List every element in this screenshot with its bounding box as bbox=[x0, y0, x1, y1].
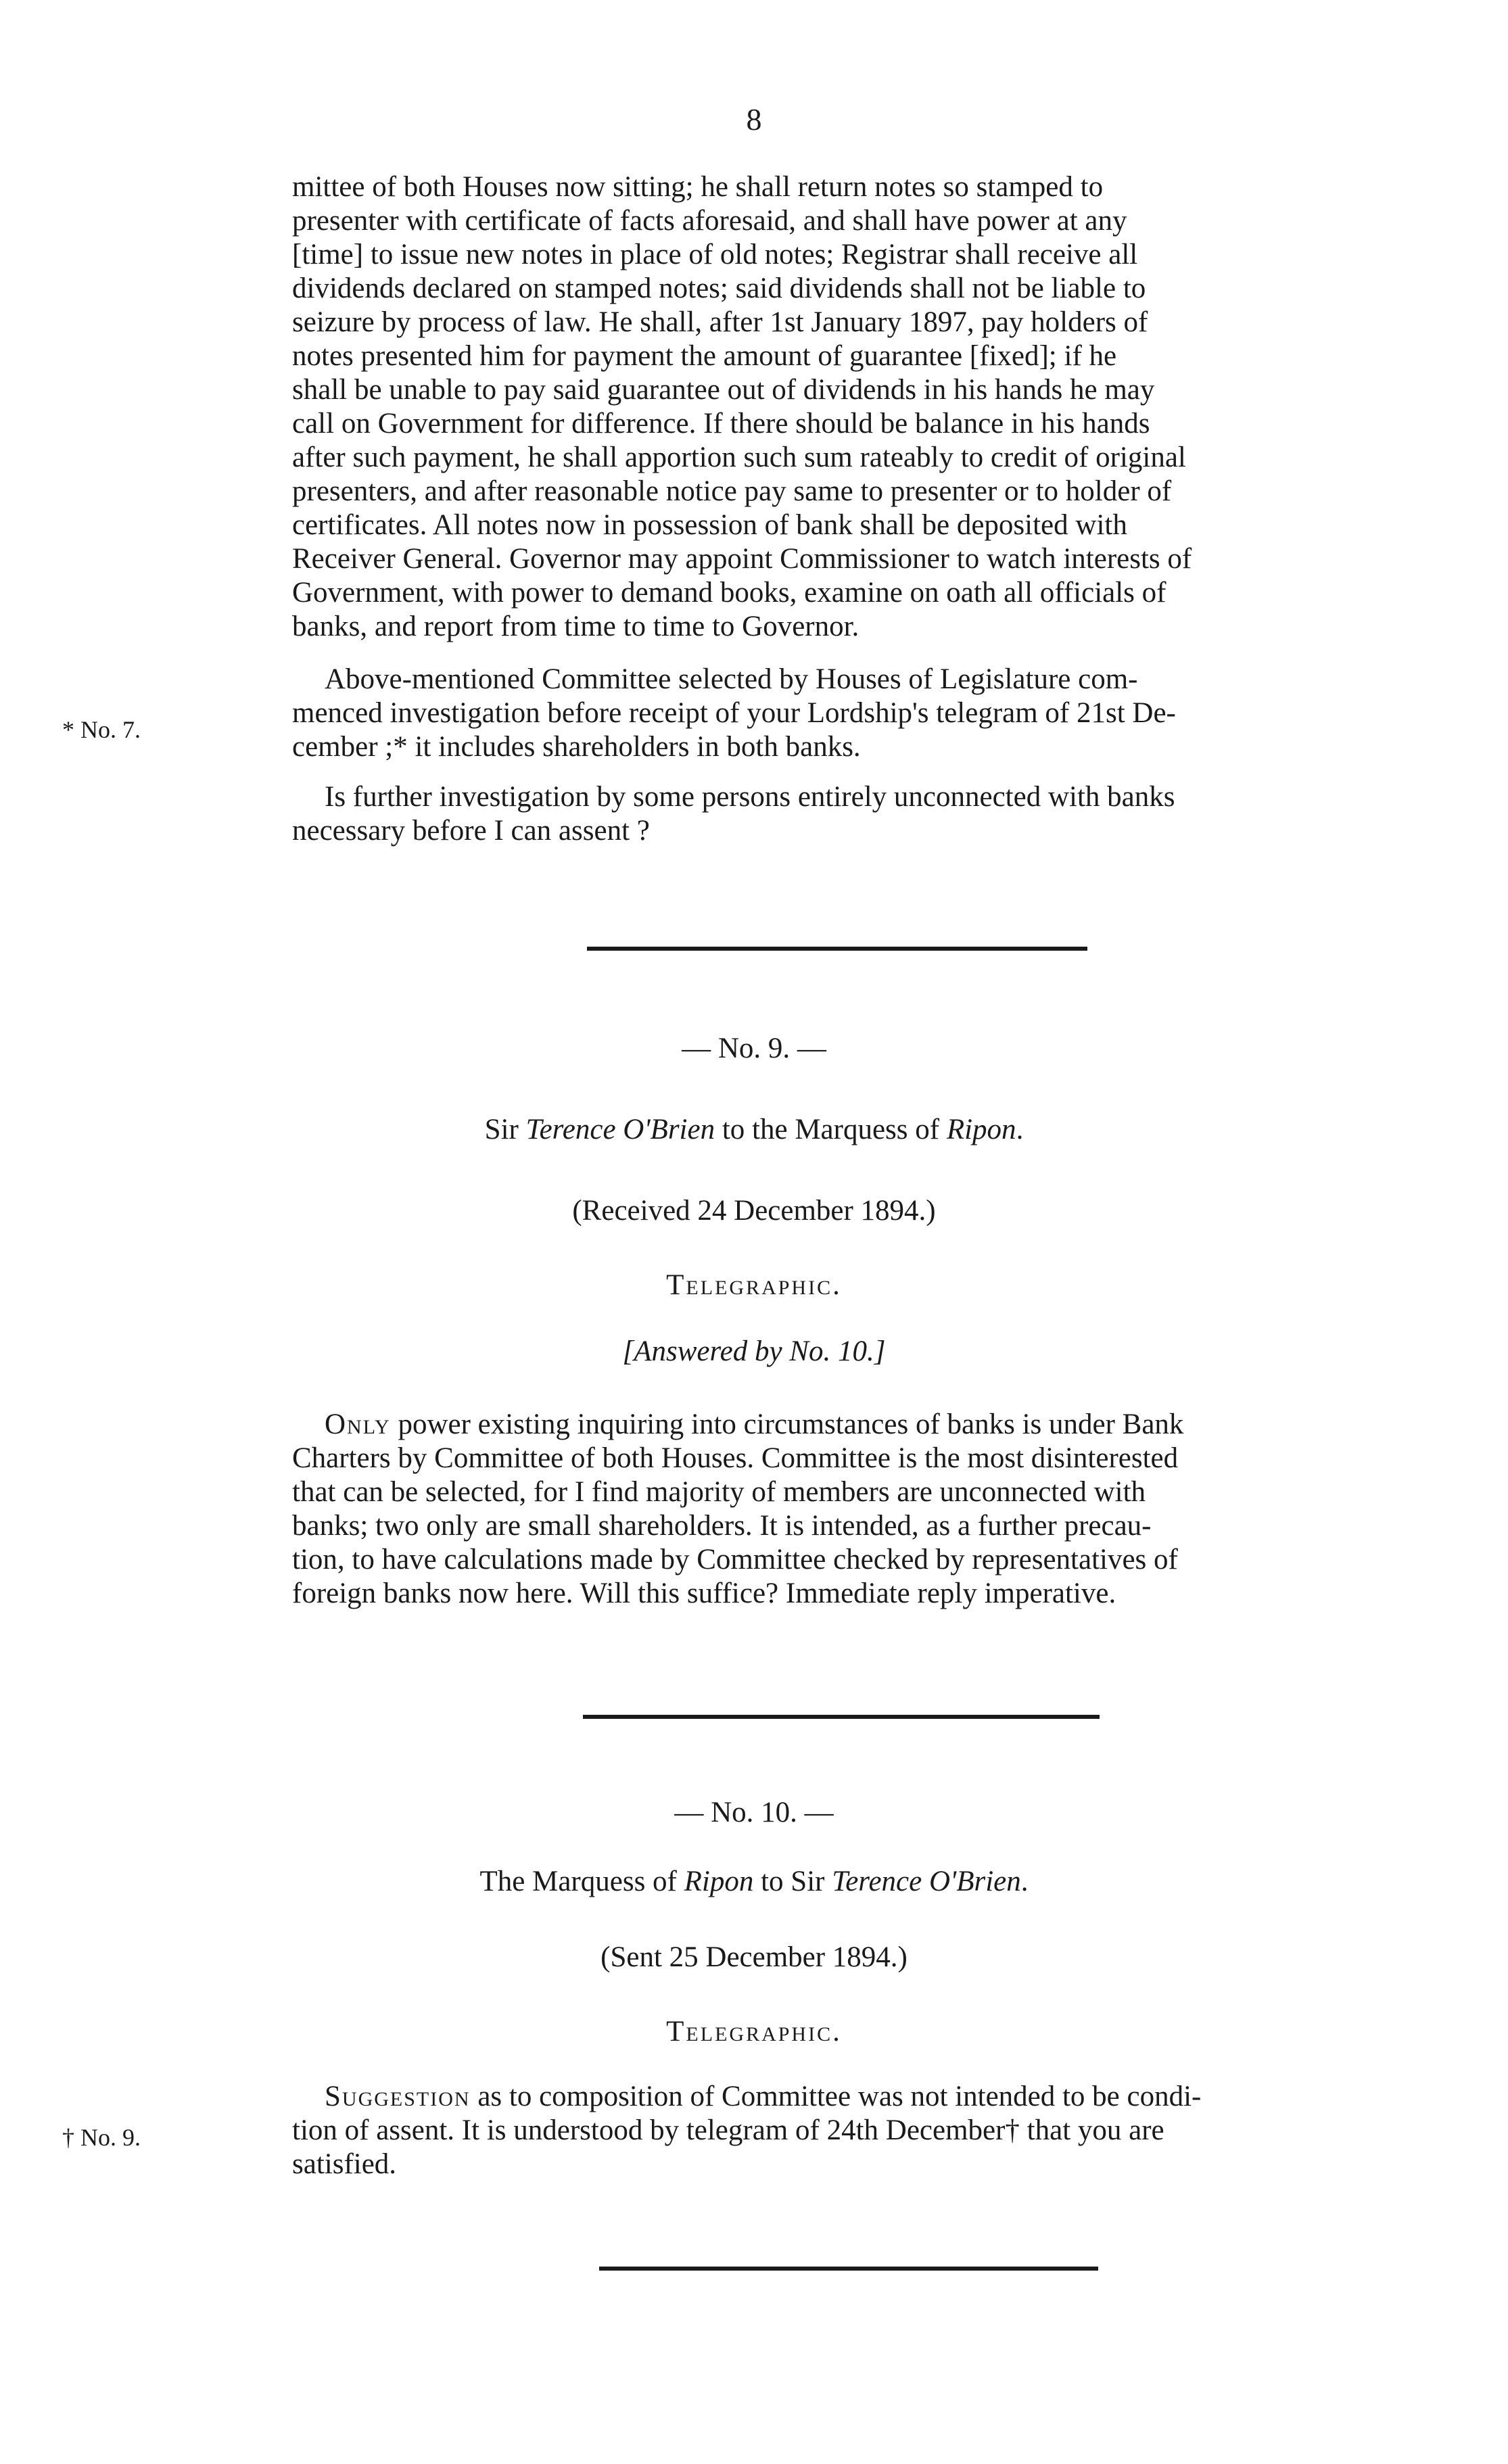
text-line: tion of assent. It is understood by telegram of 24th December† that you are bbox=[292, 2114, 1164, 2146]
continued-paragraph bbox=[292, 170, 1407, 644]
text-line: notes presented him for payment the amount of guarantee [fixed]; if he bbox=[292, 340, 1117, 372]
margin-note-no9: † No. 9. bbox=[62, 2124, 141, 2151]
doc9-first-word: Only bbox=[325, 1408, 391, 1440]
text-line: shall be unable to pay said guarantee out of dividends in his hands he may bbox=[292, 374, 1155, 406]
text-line: Suggestion as to composition of Committee was not intended to be condi- bbox=[325, 2081, 1202, 2112]
section-divider bbox=[583, 1715, 1100, 1719]
page-number: 8 bbox=[746, 102, 762, 137]
doc10-body bbox=[292, 2080, 1407, 2181]
doc10-sent-date: (Sent 25 December 1894.) bbox=[600, 1941, 908, 1973]
section-divider bbox=[587, 947, 1087, 951]
text-line: presenter with certificate of facts aforesaid, and shall have power at any bbox=[292, 205, 1127, 237]
text-line: Receiver General. Governor may appoint Commissioner to watch interests of bbox=[292, 543, 1192, 575]
doc10-telegraphic-label: Telegraphic. bbox=[666, 2016, 842, 2047]
doc9-telegraphic-label: Telegraphic. bbox=[666, 1269, 842, 1301]
doc9-received-date: (Received 24 December 1894.) bbox=[572, 1195, 936, 1227]
text-line: tion, to have calculations made by Committee checked by representatives of bbox=[292, 1544, 1178, 1575]
text-line: certificates. All notes now in possession of bank shall be deposited with bbox=[292, 509, 1127, 541]
question-paragraph bbox=[292, 780, 1407, 848]
text-line: banks, and report from time to time to Governor. bbox=[292, 611, 859, 642]
text-line: seizure by process of law. He shall, after 1st January 1897, pay holders of bbox=[292, 306, 1148, 338]
doc10-number: — No. 10. — bbox=[674, 1797, 834, 1828]
text-line: cember ;* it includes shareholders in both banks. bbox=[292, 731, 861, 763]
text-line: mittee of both Houses now sitting; he shall return notes so stamped to bbox=[292, 171, 1104, 203]
text-line: Is further investigation by some persons entirely unconnected with banks bbox=[325, 781, 1175, 813]
section-divider bbox=[599, 2267, 1098, 2271]
doc10-first-word: Suggestion bbox=[325, 2081, 471, 2112]
text-line: Government, with power to demand books, examine on oath all officials of bbox=[292, 577, 1167, 609]
text-line: presenters, and after reasonable notice pay same to presenter or to holder of bbox=[292, 475, 1172, 507]
text-line: dividends declared on stamped notes; said dividends shall not be liable to bbox=[292, 273, 1146, 304]
doc9-heading: Sir Terence O'Brien to the Marquess of Ripon. bbox=[484, 1114, 1024, 1145]
text-line: that can be selected, for I find majority of members are unconnected with bbox=[292, 1476, 1146, 1508]
text-line: satisfied. bbox=[292, 2148, 397, 2180]
text-line: Charters by Committee of both Houses. Committee is the most disinterested bbox=[292, 1442, 1179, 1474]
doc9-number: — No. 9. — bbox=[682, 1033, 826, 1064]
text-line: call on Government for difference. If there should be balance in his hands bbox=[292, 408, 1150, 440]
text-line: foreign banks now here. Will this suffice? Immediate reply imperative. bbox=[292, 1578, 1116, 1609]
text-line: Only power existing inquiring into circumstances of banks is under Bank bbox=[325, 1408, 1184, 1440]
text-line: after such payment, he shall apportion such sum rateably to credit of original bbox=[292, 442, 1186, 473]
text-line: necessary before I can assent ? bbox=[292, 815, 650, 847]
margin-note-no7: * No. 7. bbox=[62, 716, 141, 743]
committee-paragraph bbox=[292, 663, 1407, 764]
doc10-heading: The Marquess of Ripon to Sir Terence O'Brien. bbox=[479, 1866, 1029, 1897]
doc9-answered-note: [Answered by No. 10.] bbox=[622, 1335, 886, 1367]
text-line: menced investigation before receipt of your Lordship's telegram of 21st De- bbox=[292, 697, 1176, 729]
text-line: Above-mentioned Committee selected by Houses of Legislature com- bbox=[325, 663, 1138, 695]
doc9-body bbox=[292, 1408, 1407, 1611]
text-line: [time] to issue new notes in place of old notes; Registrar shall receive all bbox=[292, 239, 1138, 270]
text-line: banks; two only are small shareholders. It is intended, as a further precau- bbox=[292, 1510, 1152, 1542]
